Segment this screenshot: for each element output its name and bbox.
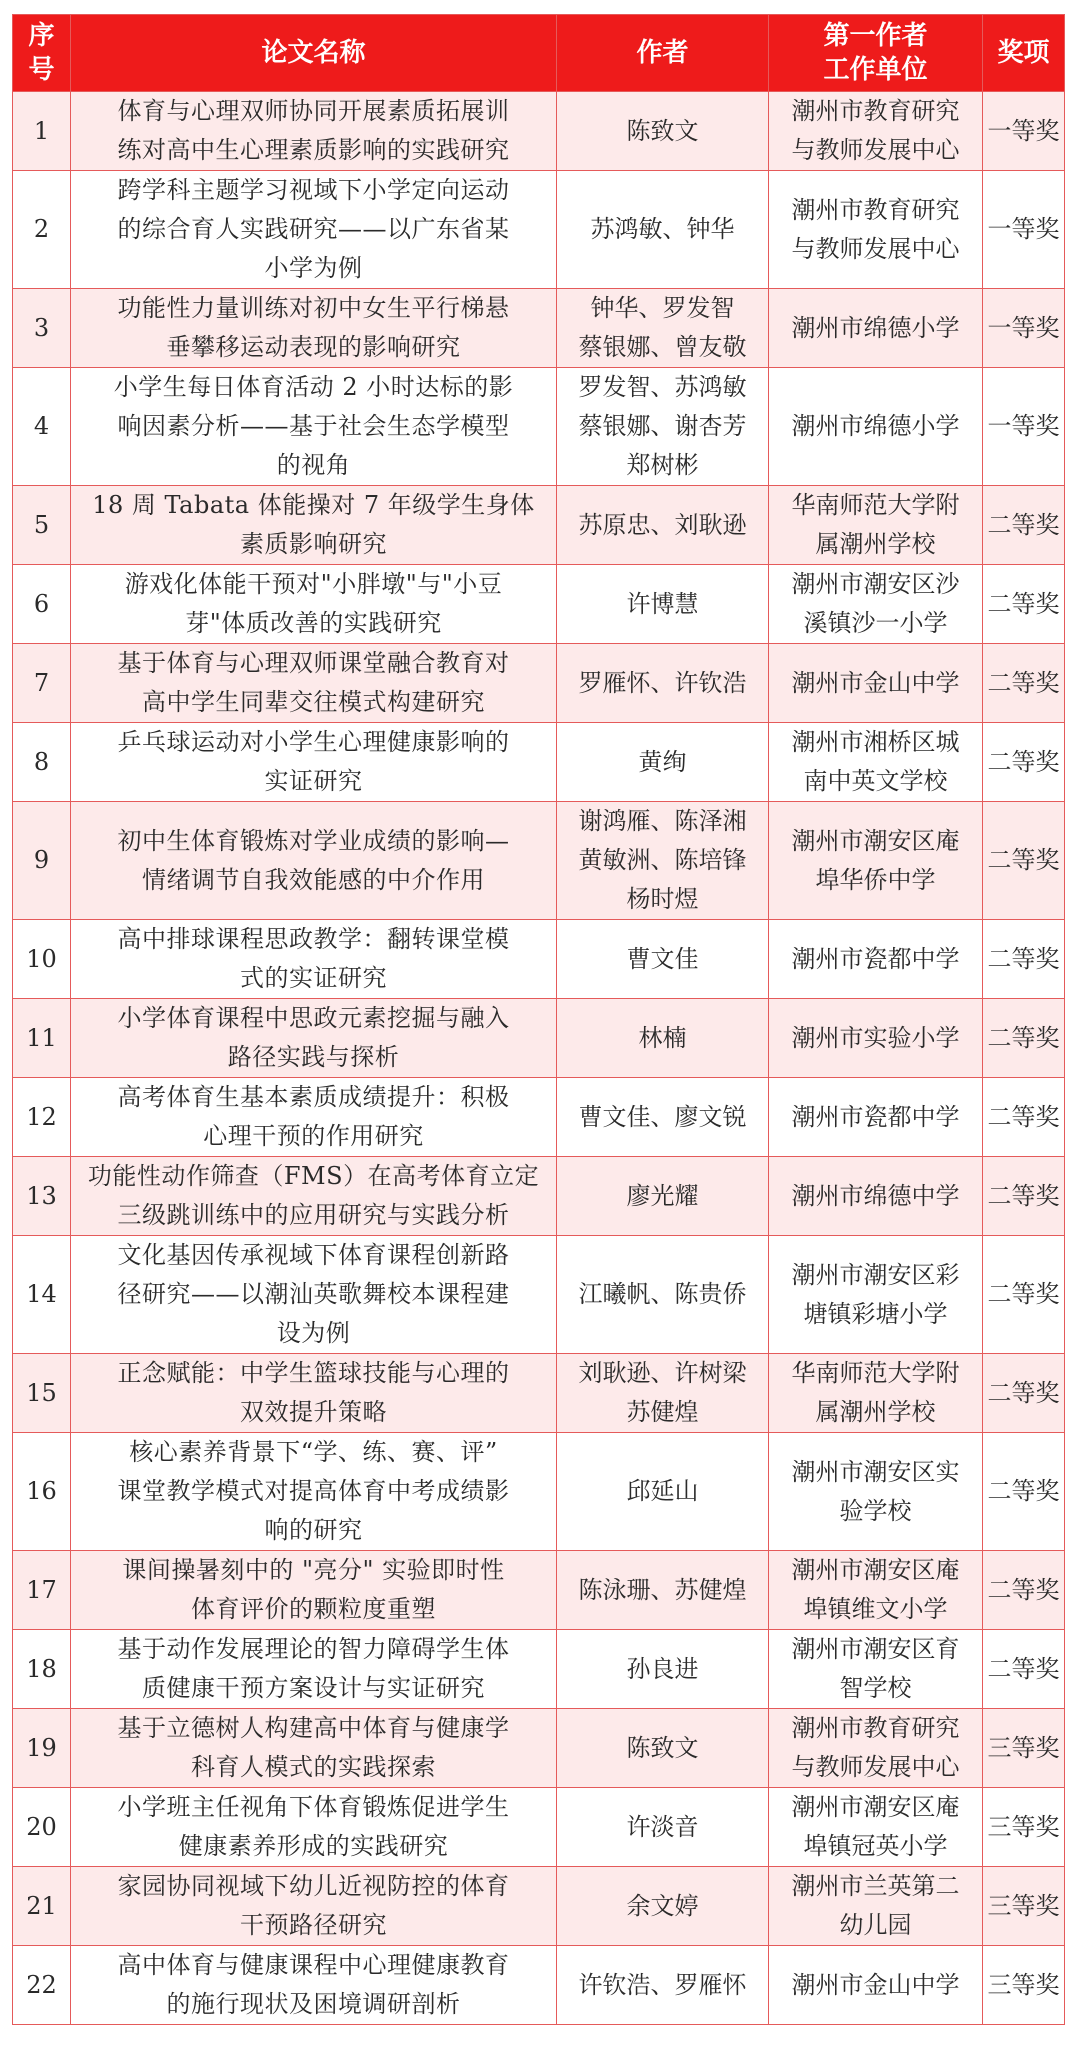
cell-unit-line: 潮州市潮安区彩: [791, 1260, 960, 1289]
header-number: [13, 15, 71, 92]
cell-title-line: 响的研究: [264, 1516, 363, 1544]
cell-authors-line: 曹文佳: [626, 944, 699, 973]
cell-number: 11: [13, 999, 71, 1078]
cell-unit-line: 潮州市兰英第二: [791, 1872, 960, 1900]
cell-title: [71, 1867, 557, 1946]
cell-title-line: 径研究——以潮汕英歌舞校本课程建: [117, 1280, 510, 1308]
cell-unit-line: 潮州市教育研究: [791, 195, 960, 224]
cell-authors-line: 苏鸿敏、钟华: [590, 215, 735, 243]
cell-unit: [769, 644, 983, 723]
cell-authors-line: 苏原忠、刘耿逊: [578, 510, 747, 539]
cell-title: [71, 1078, 557, 1157]
cell-number: 18: [13, 1630, 71, 1709]
cell-title: [71, 368, 557, 486]
cell-unit-line: 智学校: [839, 1674, 912, 1702]
cell-number: 6: [13, 565, 71, 644]
cell-title-line: 三级跳训练中的应用研究与实践分析: [117, 1201, 510, 1229]
cell-award: 一等奖: [983, 171, 1065, 289]
cell-unit-line: 属潮州学校: [815, 530, 936, 558]
cell-title: [71, 486, 557, 565]
cell-number: 21: [13, 1867, 71, 1946]
cell-authors: [557, 1867, 769, 1946]
cell-award: 二等奖: [983, 644, 1065, 723]
cell-title-line: 实证研究: [264, 767, 363, 795]
header-unit: [769, 15, 983, 92]
cell-award: 二等奖: [983, 1157, 1065, 1236]
cell-unit: [769, 92, 983, 171]
cell-title-line: 高中体育与健康课程中心理健康教育: [117, 1951, 510, 1979]
cell-title-line: 式的实证研究: [240, 964, 387, 992]
cell-number: 2: [13, 171, 71, 289]
cell-title: [71, 1630, 557, 1709]
cell-authors-line: 余文婷: [626, 1891, 699, 1920]
cell-title-line: 高中排球课程思政教学：翻转课堂模: [117, 925, 510, 953]
cell-title-line: 基于动作发展理论的智力障碍学生体: [117, 1635, 510, 1663]
cell-unit: [769, 368, 983, 486]
cell-title-line: 功能性动作筛查（FMS）在高考体育立定: [87, 1162, 540, 1190]
cell-authors-line: 苏健煌: [626, 1398, 699, 1426]
cell-unit-line: 潮州市潮安区实: [791, 1457, 960, 1486]
cell-title-line: 质健康干预方案设计与实证研究: [142, 1674, 485, 1702]
cell-authors: [557, 1551, 769, 1630]
cell-unit: [769, 171, 983, 289]
cell-authors: [557, 644, 769, 723]
cell-authors: [557, 368, 769, 486]
cell-unit-line: 潮州市教育研究: [791, 97, 960, 125]
cell-award: 二等奖: [983, 1078, 1065, 1157]
cell-authors-line: 谢鸿雁、陈泽湘: [578, 807, 747, 835]
cell-title-line: 心理干预的作用研究: [203, 1122, 424, 1150]
cell-unit-line: 与教师发展中心: [791, 234, 960, 263]
header-number-line2: 号: [28, 55, 55, 85]
cell-number: 13: [13, 1157, 71, 1236]
cell-authors-line: 邱延山: [626, 1477, 699, 1505]
cell-authors-line: 林楠: [638, 1023, 687, 1052]
cell-title-line: 的综合育人实践研究——以广东省某: [117, 215, 510, 243]
cell-award: 一等奖: [983, 368, 1065, 486]
cell-authors-line: 陈致文: [626, 116, 699, 145]
cell-award: 二等奖: [983, 565, 1065, 644]
cell-unit: [769, 1551, 983, 1630]
cell-number: 17: [13, 1551, 71, 1630]
cell-authors-line: 曹文佳、廖文锐: [578, 1102, 747, 1131]
cell-award: 二等奖: [983, 1433, 1065, 1551]
cell-unit-line: 华南师范大学附: [791, 491, 960, 519]
cell-award: 二等奖: [983, 1551, 1065, 1630]
cell-title: [71, 1157, 557, 1236]
cell-authors: [557, 1236, 769, 1354]
header-award: 奖项: [983, 15, 1065, 92]
cell-award: 三等奖: [983, 1946, 1065, 2025]
cell-number: 10: [13, 920, 71, 999]
cell-title: [71, 289, 557, 368]
cell-award: 二等奖: [983, 920, 1065, 999]
cell-title-line: 游戏化体能干预对"小胖墩"与"小豆: [124, 570, 503, 598]
cell-number: 9: [13, 802, 71, 920]
cell-number: 20: [13, 1788, 71, 1867]
cell-number: 7: [13, 644, 71, 723]
cell-unit: [769, 486, 983, 565]
header-number-line1: 序: [28, 21, 55, 51]
cell-unit-line: 验学校: [839, 1496, 912, 1525]
cell-unit-line: 埠镇维文小学: [803, 1595, 948, 1623]
table-header: [13, 15, 1065, 92]
cell-authors-line: 陈泳珊、苏健煌: [578, 1575, 747, 1604]
cell-title-line: 素质影响研究: [240, 530, 387, 558]
cell-unit: [769, 1788, 983, 1867]
cell-title-line: 基于体育与心理双师课堂融合教育对: [117, 649, 510, 677]
cell-title-line: 基于立德树人构建高中体育与健康学: [117, 1714, 510, 1742]
cell-title-line: 响因素分析——基于社会生态学模型: [117, 412, 510, 440]
cell-award: 二等奖: [983, 1354, 1065, 1433]
cell-title: [71, 1236, 557, 1354]
table-body: [13, 92, 1065, 2025]
cell-unit: [769, 1157, 983, 1236]
cell-title-line: 干预路径研究: [240, 1911, 387, 1939]
cell-authors: [557, 1946, 769, 2025]
cell-unit: [769, 999, 983, 1078]
cell-unit-line: 溪镇沙一小学: [803, 609, 948, 637]
cell-authors: [557, 1354, 769, 1433]
cell-number: 12: [13, 1078, 71, 1157]
cell-unit: [769, 1354, 983, 1433]
cell-unit-line: 潮州市绵德中学: [791, 1181, 960, 1210]
cell-unit-line: 南中英文学校: [803, 767, 948, 795]
cell-number: 4: [13, 368, 71, 486]
table-row: [13, 1551, 1065, 1630]
cell-award: 三等奖: [983, 1788, 1065, 1867]
table-row: [13, 486, 1065, 565]
table-row: [13, 1709, 1065, 1788]
award-list-table: [12, 14, 1065, 2025]
cell-title: [71, 565, 557, 644]
cell-unit-line: 与教师发展中心: [791, 136, 960, 164]
cell-unit-line: 潮州市潮安区庵: [791, 1556, 960, 1584]
table-row: [13, 1788, 1065, 1867]
cell-number: 1: [13, 92, 71, 171]
cell-title: [71, 1354, 557, 1433]
cell-title: [71, 999, 557, 1078]
cell-unit-line: 潮州市实验小学: [791, 1023, 960, 1052]
cell-authors: [557, 1709, 769, 1788]
cell-unit: [769, 723, 983, 802]
cell-authors-line: 孙良进: [626, 1654, 699, 1683]
cell-title-line: 跨学科主题学习视域下小学定向运动: [117, 176, 510, 204]
cell-title: [71, 1433, 557, 1551]
cell-unit-line: 潮州市潮安区育: [791, 1635, 960, 1663]
cell-authors: [557, 171, 769, 289]
cell-title-line: 练对高中生心理素质影响的实践研究: [117, 136, 510, 164]
cell-unit-line: 塘镇彩塘小学: [803, 1299, 948, 1328]
cell-authors-line: 江曦帆、陈贵侨: [578, 1280, 747, 1308]
cell-title-line: 小学班主任视角下体育锻炼促进学生: [117, 1793, 510, 1821]
cell-award: 二等奖: [983, 1630, 1065, 1709]
cell-title-line: 高中学生同辈交往模式构建研究: [142, 688, 485, 716]
cell-authors-line: 钟华、罗发智: [590, 294, 735, 322]
cell-title-line: 情绪调节自我效能感的中介作用: [142, 865, 485, 894]
cell-unit: [769, 802, 983, 920]
cell-title: [71, 920, 557, 999]
cell-unit: [769, 920, 983, 999]
cell-unit-line: 潮州市瓷都中学: [791, 1102, 960, 1131]
cell-unit-line: 潮州市教育研究: [791, 1714, 960, 1742]
cell-title-line: 小学生每日体育活动 2 小时达标的影: [113, 373, 514, 401]
cell-authors: [557, 289, 769, 368]
cell-authors: [557, 1433, 769, 1551]
cell-title: [71, 1551, 557, 1630]
cell-title: [71, 802, 557, 920]
table-row: [13, 999, 1065, 1078]
cell-authors-line: 刘耿逊、许树梁: [578, 1359, 747, 1387]
cell-title: [71, 644, 557, 723]
table-row: [13, 1433, 1065, 1551]
table-row: [13, 1236, 1065, 1354]
cell-title-line: 的施行现状及困境调研剖析: [166, 1990, 461, 2018]
cell-number: 22: [13, 1946, 71, 2025]
cell-award: 二等奖: [983, 486, 1065, 565]
cell-award: 一等奖: [983, 92, 1065, 171]
cell-unit: [769, 1630, 983, 1709]
cell-title-line: 正念赋能：中学生篮球技能与心理的: [117, 1359, 510, 1387]
cell-title: [71, 1788, 557, 1867]
cell-authors-line: 陈致文: [626, 1733, 699, 1762]
cell-unit: [769, 1078, 983, 1157]
cell-award: 二等奖: [983, 999, 1065, 1078]
table-row: [13, 802, 1065, 920]
cell-unit: [769, 1709, 983, 1788]
cell-number: 14: [13, 1236, 71, 1354]
table-row: [13, 920, 1065, 999]
cell-title: [71, 92, 557, 171]
cell-authors: [557, 486, 769, 565]
cell-title-line: 初中生体育锻炼对学业成绩的影响—: [117, 826, 510, 855]
cell-authors-line: 蔡银娜、曾友敬: [578, 333, 747, 361]
cell-title-line: 小学为例: [264, 254, 363, 282]
header-row: [13, 15, 1065, 92]
cell-unit: [769, 289, 983, 368]
cell-authors-line: 黄敏洲、陈培锋: [578, 846, 747, 874]
cell-unit-line: 潮州市绵德小学: [791, 313, 960, 342]
cell-unit-line: 埠华侨中学: [815, 865, 936, 894]
table-row: [13, 368, 1065, 486]
award-table-container: [12, 14, 1064, 2025]
cell-unit: [769, 565, 983, 644]
cell-title-line: 小学体育课程中思政元素挖掘与融入: [117, 1004, 510, 1032]
table-row: [13, 1078, 1065, 1157]
cell-title-line: 健康素养形成的实践研究: [178, 1832, 449, 1860]
cell-number: 16: [13, 1433, 71, 1551]
cell-unit-line: 潮州市湘桥区城: [791, 728, 960, 756]
cell-title-line: 18 周 Tabata 体能操对 7 年级学生身体: [92, 491, 535, 519]
cell-authors: [557, 1630, 769, 1709]
cell-unit-line: 华南师范大学附: [791, 1359, 960, 1387]
cell-unit: [769, 1946, 983, 2025]
cell-title-line: 科育人模式的实践探索: [191, 1753, 436, 1781]
table-row: [13, 723, 1065, 802]
cell-unit-line: 潮州市金山中学: [791, 668, 960, 697]
cell-title-line: 高考体育生基本素质成绩提升：积极: [117, 1083, 510, 1111]
cell-title-line: 核心素养背景下“学、练、赛、评”: [129, 1438, 498, 1466]
cell-title-line: 双效提升策略: [240, 1398, 387, 1426]
cell-authors: [557, 565, 769, 644]
cell-award: 二等奖: [983, 1236, 1065, 1354]
cell-unit-line: 属潮州学校: [815, 1398, 936, 1426]
table-row: [13, 1630, 1065, 1709]
cell-number: 5: [13, 486, 71, 565]
cell-unit-line: 潮州市金山中学: [791, 1970, 960, 1999]
cell-authors-line: 蔡银娜、谢杏芳: [578, 412, 747, 440]
cell-authors-line: 黄绚: [638, 747, 687, 776]
cell-title-line: 的视角: [276, 451, 351, 479]
table-row: [13, 1867, 1065, 1946]
table-row: [13, 92, 1065, 171]
cell-title-line: 垂攀移运动表现的影响研究: [166, 333, 461, 361]
cell-authors-line: 许淡音: [626, 1812, 699, 1841]
cell-unit-line: 潮州市潮安区沙: [791, 570, 960, 598]
cell-title-line: 课间操暑刻中的 "亮分" 实验即时性: [122, 1556, 505, 1584]
cell-unit-line: 潮州市绵德小学: [791, 412, 960, 440]
cell-unit: [769, 1236, 983, 1354]
header-unit-line1: 第一作者: [823, 21, 928, 51]
cell-number: 3: [13, 289, 71, 368]
cell-unit-line: 潮州市潮安区庵: [791, 1793, 960, 1821]
table-row: [13, 1946, 1065, 2025]
cell-title-line: 乒乓球运动对小学生心理健康影响的: [117, 728, 510, 756]
cell-unit-line: 埠镇冠英小学: [803, 1832, 948, 1860]
cell-authors-line: 罗发智、苏鸿敏: [578, 373, 747, 401]
cell-authors: [557, 1788, 769, 1867]
cell-number: 15: [13, 1354, 71, 1433]
cell-title-line: 路径实践与探析: [227, 1043, 400, 1071]
cell-award: 三等奖: [983, 1709, 1065, 1788]
cell-authors-line: 许钦浩、罗雁怀: [578, 1970, 747, 1999]
cell-authors: [557, 1078, 769, 1157]
cell-award: 一等奖: [983, 289, 1065, 368]
cell-number: 8: [13, 723, 71, 802]
header-title: 论文名称: [71, 15, 557, 92]
cell-title-line: 家园协同视域下幼儿近视防控的体育: [117, 1872, 510, 1900]
cell-title-line: 设为例: [276, 1319, 351, 1347]
cell-number: 19: [13, 1709, 71, 1788]
cell-award: 二等奖: [983, 802, 1065, 920]
cell-title: [71, 171, 557, 289]
table-row: [13, 289, 1065, 368]
cell-authors-line: 罗雁怀、许钦浩: [578, 668, 747, 697]
cell-title: [71, 1946, 557, 2025]
cell-authors: [557, 723, 769, 802]
cell-authors: [557, 802, 769, 920]
cell-title-line: 课堂教学模式对提高体育中考成绩影: [117, 1477, 510, 1505]
table-row: [13, 1157, 1065, 1236]
cell-title: [71, 723, 557, 802]
header-author: 作者: [557, 15, 769, 92]
cell-unit: [769, 1433, 983, 1551]
cell-unit-line: 潮州市潮安区庵: [791, 826, 960, 855]
cell-title-line: 体育与心理双师协同开展素质拓展训: [117, 97, 510, 125]
cell-title-line: 芽"体质改善的实践研究: [185, 609, 442, 637]
cell-authors-line: 廖光耀: [626, 1181, 699, 1210]
cell-unit: [769, 1867, 983, 1946]
table-row: [13, 1354, 1065, 1433]
header-unit-line2: 工作单位: [823, 55, 928, 85]
cell-unit-line: 与教师发展中心: [791, 1753, 960, 1781]
cell-authors-line: 许博慧: [626, 589, 699, 618]
table-row: [13, 644, 1065, 723]
cell-unit-line: 潮州市瓷都中学: [791, 944, 960, 973]
cell-authors: [557, 92, 769, 171]
table-row: [13, 565, 1065, 644]
cell-authors-line: 杨时煜: [626, 885, 699, 913]
cell-authors: [557, 1157, 769, 1236]
cell-title: [71, 1709, 557, 1788]
table-row: [13, 171, 1065, 289]
cell-award: 二等奖: [983, 723, 1065, 802]
cell-authors-line: 郑树彬: [626, 451, 699, 479]
cell-unit-line: 幼儿园: [839, 1911, 912, 1939]
cell-title-line: 文化基因传承视域下体育课程创新路: [117, 1241, 510, 1269]
cell-authors: [557, 999, 769, 1078]
cell-title-line: 体育评价的颗粒度重塑: [191, 1595, 436, 1623]
cell-award: 三等奖: [983, 1867, 1065, 1946]
cell-title-line: 功能性力量训练对初中女生平行梯悬: [117, 294, 510, 322]
cell-authors: [557, 920, 769, 999]
